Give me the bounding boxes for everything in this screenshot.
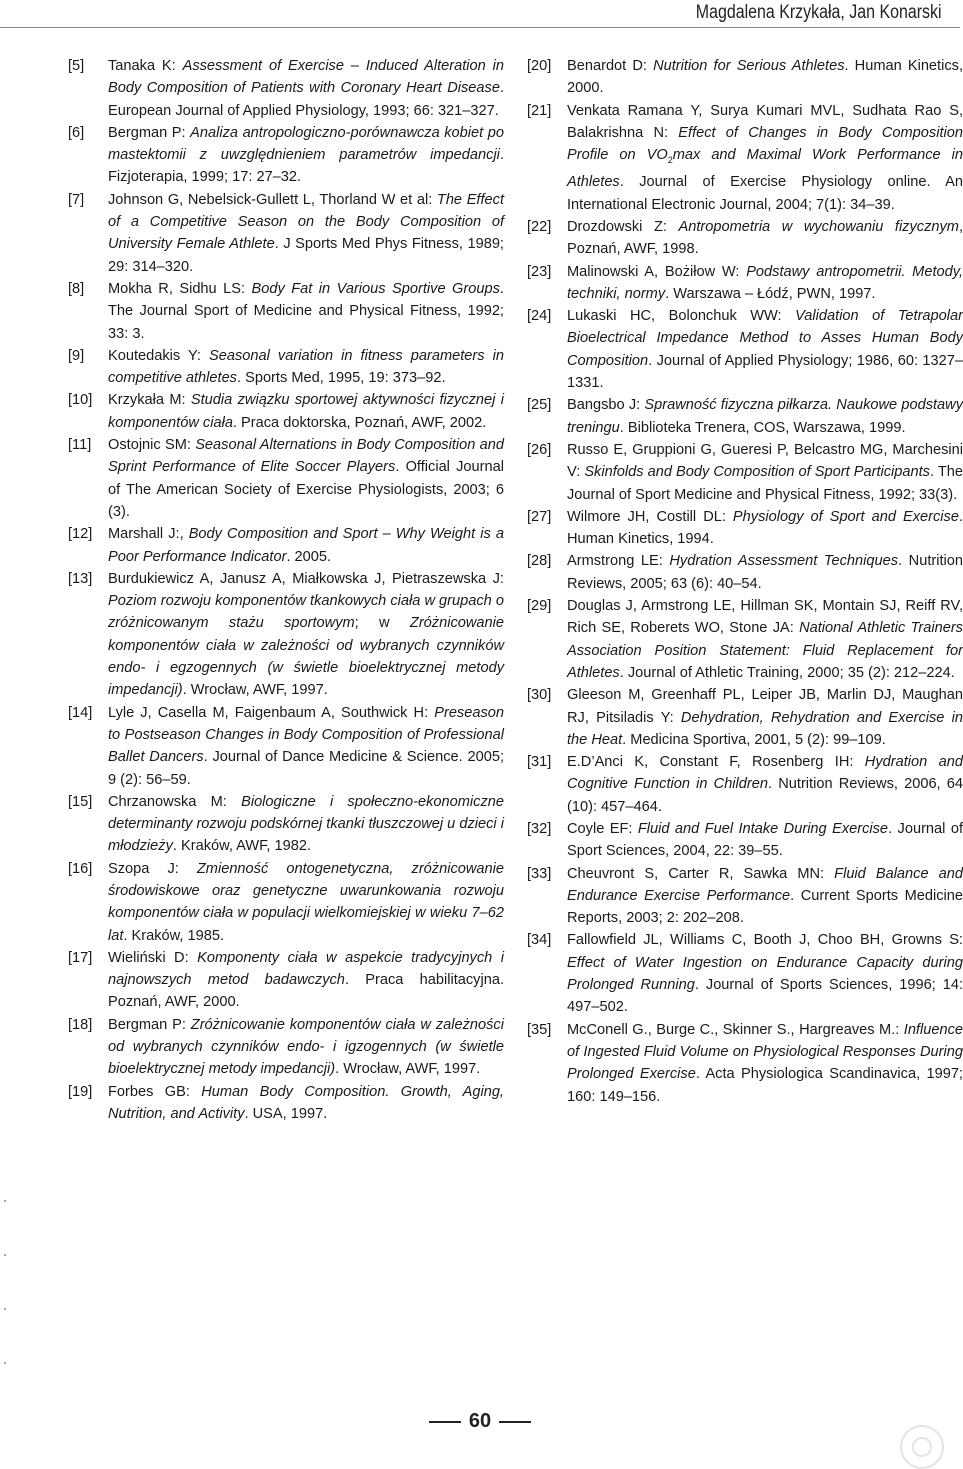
reference-text [108, 189, 504, 278]
reference-title: National Athletic Trainers Association Position Statement: Fluid Replacement for Athletes [567, 620, 963, 681]
reference-title: Hydration and Cognitive Function in Children [567, 754, 963, 793]
reference-title: Human Body Composition. Growth, Aging, Nutrition, and Activity [108, 1083, 504, 1122]
reference-title: Studia związku sportowej aktywności fizycznej i komponentów ciała [108, 392, 504, 431]
references-column-left [68, 55, 504, 1125]
reference-detail: . Wrocław, AWF, 1997. [335, 1061, 481, 1078]
reference-entry [68, 278, 504, 345]
reference-entry [527, 1019, 963, 1108]
reference-text [108, 791, 504, 858]
reference-number: [6] [68, 124, 85, 141]
edge-mark [4, 1362, 6, 1364]
reference-entry [527, 550, 963, 595]
reference-entry [68, 345, 504, 390]
reference-number: [34] [527, 932, 552, 949]
reference-title: Biologiczne i społeczno-ekonomiczne determinanty rozwoju podskórnej tkanki tłuszczowej u dzieci i młodzieży [108, 793, 504, 855]
reference-detail: . Fizjoterapia, 1999; 17: 27–32. [108, 147, 504, 186]
reference-detail: Krzykała M: [108, 392, 191, 409]
reference-entry [68, 791, 504, 858]
reference-detail: . The Journal Sport of Medicine and Physical Fitness, 1992; 33: 3. [108, 280, 504, 342]
reference-detail: . Human Kinetics, 2000. [567, 58, 963, 97]
reference-text [108, 858, 504, 947]
reference-entry [527, 305, 963, 394]
reference-title: Effect of Changes in Body Composition Profile on VO [567, 124, 963, 164]
reference-number: [10] [68, 392, 93, 409]
reference-detail: Forbes GB: [108, 1083, 202, 1100]
reference-text [567, 818, 963, 863]
reference-detail: . Nutrition Reviews, 2006, 64 (10): 457–464. [567, 776, 963, 815]
reference-title: The Effect of a Competitive Season on the Body Composition of University Female Athlete [108, 191, 505, 253]
reference-text [108, 568, 504, 702]
reference-text [567, 550, 963, 595]
reference-text [567, 216, 963, 261]
reference-text [567, 506, 963, 551]
reference-text [108, 523, 504, 568]
reference-detail: . Journal of Sport Sciences, 2004, 22: 39–55. [567, 821, 963, 860]
reference-title: Podstawy antropometrii. Metody, techniki, normy [567, 263, 963, 302]
reference-title: Komponenty ciała w aspekcie tradycyjnych i najnowszych metod badawczych [108, 949, 504, 989]
running-header [0, 0, 960, 32]
reference-number: [26] [527, 441, 552, 458]
reference-detail: . J Sports Med Phys Fitness, 1989; 29: 314–320. [108, 236, 504, 275]
reference-detail: Benardot D: [567, 58, 654, 74]
reference-entry [68, 1014, 504, 1081]
reference-detail: Bangsbo J: [567, 397, 645, 414]
reference-text [108, 55, 504, 122]
header-authors: Magdalena Krzykała, Jan Konarski [696, 2, 942, 23]
reference-title: Fluid and Fuel Intake During Exercise [637, 821, 889, 837]
reference-title: Hydration Assessment Techniques [669, 553, 899, 570]
reference-number: [28] [527, 553, 552, 570]
reference-detail: Gleeson M, Greenhaff PL, Leiper JB, Marlin DJ, Maughan RJ, Pitsiladis Y: [567, 687, 963, 726]
reference-detail: Burdukiewicz A, Janusz A, Miałkowska J, Pietraszewska J: [108, 570, 504, 587]
reference-detail: Szopa J: [108, 860, 197, 877]
reference-text [567, 394, 963, 439]
reference-entry [527, 863, 963, 930]
reference-text [108, 947, 504, 1014]
reference-title: Seasonal variation in fitness parameters in competitive athletes [108, 347, 504, 387]
reference-detail: Bergman P: [108, 1016, 191, 1033]
reference-detail: Wieliński D: [108, 949, 198, 966]
reference-detail: Ostojnic SM: [108, 437, 196, 454]
reference-number: [16] [68, 860, 93, 877]
reference-number: [17] [68, 949, 93, 966]
reference-number: [15] [68, 793, 93, 810]
reference-detail: . Medicina Sportiva, 2001, 5 (2): 99–109. [622, 731, 886, 748]
reference-number: [9] [68, 347, 85, 364]
reference-number: [18] [68, 1016, 93, 1033]
reference-detail: Lukaski HC, Bolonchuk WW: [567, 308, 796, 325]
reference-detail: . USA, 1997. [244, 1105, 328, 1122]
reference-title: max and Maximal Work Performance in Athletes [567, 147, 963, 191]
reference-detail: Coyle EF: [567, 821, 638, 837]
reference-number: [21] [527, 102, 552, 119]
reference-title: Body Composition and Sport – Why Weight is a Poor Performance Indicator [108, 526, 504, 565]
reference-number: [8] [68, 280, 85, 297]
reference-detail: Fallowfield JL, Williams C, Booth J, Choo BH, Growns S: [567, 932, 963, 949]
reference-detail: Cheuvront S, Carter R, Sawka MN: [567, 865, 835, 882]
reference-detail: . Acta Physiologica Scandinavica, 1997; 160: 149–156. [567, 1066, 963, 1105]
reference-text [567, 595, 963, 684]
reference-number: [5] [68, 58, 85, 74]
reference-detail: . Sports Med, 1995, 19: 373–92. [236, 370, 446, 387]
reference-title: Dehydration, Rehydration and Exercise in the Heat [567, 709, 963, 748]
reference-title: Effect of Water Ingestion on Endurance Capacity during Prolonged Running [567, 954, 963, 994]
reference-number: [31] [527, 754, 552, 771]
page-number-dash-left [429, 1421, 461, 1423]
reference-detail: . The Journal of Sport Medicine and Physical Fitness, 1992; 33(3). [567, 464, 963, 503]
reference-text [108, 345, 504, 390]
reference-detail: Johnson G, Nebelsick-Gullett L, Thorland W et al: [108, 191, 437, 208]
reference-text [567, 261, 963, 306]
reference-entry [527, 394, 963, 439]
reference-detail: . 2005. [286, 548, 332, 565]
reference-entry [527, 595, 963, 684]
reference-text [567, 100, 963, 216]
reference-detail: Douglas J, Armstrong LE, Hillman SK, Montain SJ, Reiff RV, Rich SE, Roberets WO, Stone JA: [567, 598, 963, 637]
reference-detail: . Praca doktorska, Poznań, AWF, 2002. [232, 414, 487, 431]
reference-text [567, 751, 963, 818]
page-number-footer [0, 1410, 960, 1433]
reference-entry [527, 439, 963, 506]
reference-text [108, 434, 504, 523]
reference-number: [29] [527, 598, 552, 615]
reference-text [108, 702, 504, 791]
reference-text [567, 305, 963, 394]
reference-text [567, 1019, 963, 1108]
reference-detail: . Wrocław, AWF, 1997. [182, 682, 328, 699]
reference-entry [68, 702, 504, 791]
reference-title: Influence of Ingested Fluid Volume on Physiological Responses During Prolonged Exercise [567, 1021, 963, 1083]
reference-entry [527, 751, 963, 818]
edge-mark [4, 1308, 6, 1310]
reference-entry [68, 55, 504, 122]
reference-title: Physiology of Sport and Exercise [732, 508, 959, 525]
reference-detail: . Current Sports Medicine Reports, 2003; 2: 202–208. [567, 887, 963, 927]
reference-detail: Chrzanowska M: [108, 793, 242, 810]
reference-detail: . Nutrition Reviews, 2005; 63 (6): 40–54. [567, 553, 963, 592]
reference-entry [527, 216, 963, 261]
reference-number: [19] [68, 1083, 93, 1100]
reference-title: Analiza antropologiczno-porównawcza kobiet po mastektomii z uwzględnieniem parametrów impedancji [108, 124, 504, 164]
reference-title: Zróżnicowanie komponentów ciała w zależności od wybranych czynników endo- i igzogennych (w świetle bioelektrycznej metody impedancji) [108, 1016, 504, 1078]
reference-entry [527, 684, 963, 751]
reference-title: Preseason to Postseason Changes in Body Composition of Professional Ballet Dancers [108, 704, 504, 766]
reference-title: Skinfolds and Body Composition of Sport Participants [584, 464, 930, 481]
reference-number: [7] [68, 191, 85, 208]
reference-entry [68, 947, 504, 1014]
reference-entry [68, 189, 504, 278]
reference-number: [11] [68, 437, 92, 454]
reference-detail: Marshall J:, [108, 526, 189, 543]
reference-text [567, 929, 963, 1018]
reference-detail: . Kraków, AWF, 1982. [172, 838, 312, 855]
reference-title: Sprawność fizyczna piłkarza. Naukowe podstawy treningu [567, 397, 963, 436]
reference-detail: Venkata Ramana Y, Surya Kumari MVL, Sudhata Rao S, Balakrishna N: [567, 102, 963, 141]
reference-detail: . Journal of Dance Medicine & Science. 2005; 9 (2): 56–59. [108, 749, 505, 788]
reference-text [567, 55, 963, 100]
page-number-dash-right [499, 1421, 531, 1423]
header-rule [0, 27, 960, 28]
reference-entry [68, 1081, 504, 1126]
reference-detail: Tanaka K: [108, 58, 183, 74]
reference-number: [33] [527, 865, 552, 882]
reference-detail: . Human Kinetics, 1994. [567, 508, 963, 548]
reference-text [567, 439, 963, 506]
reference-entry [68, 434, 504, 523]
page-number: 60 [468, 1410, 492, 1432]
reference-title: Poziom rozwoju komponentów tkankowych ciała w grupach o zróżnicowanym stażu sportowym [108, 593, 504, 632]
reference-number: [35] [527, 1021, 552, 1038]
reference-entry [527, 261, 963, 306]
reference-title: Body Fat in Various Sportive Groups [251, 280, 500, 297]
reference-entry [68, 389, 504, 434]
reference-text [108, 122, 504, 189]
reference-detail: . European Journal of Applied Physiology, 1993; 66: 321–327. [108, 80, 504, 119]
reference-title: Seasonal Alternations in Body Composition and Sprint Performance of Elite Soccer Players [108, 437, 504, 476]
reference-detail: Russo E, Gruppioni G, Gueresi P, Belcastro MG, Marchesini V: [567, 441, 963, 481]
reference-detail: . Journal of Applied Physiology; 1986, 60: 1327–1331. [567, 352, 963, 392]
reference-entry [527, 100, 963, 216]
reference-title: Antropometria w wychowaniu fizycznym [678, 218, 959, 235]
reference-text [108, 389, 504, 434]
reference-detail: . Warszawa – Łódź, PWN, 1997. [665, 285, 876, 302]
reference-text [108, 1014, 504, 1081]
reference-number: [12] [68, 526, 93, 543]
watermark-logo-icon [900, 1425, 944, 1469]
reference-number: [14] [68, 704, 93, 721]
reference-number: [32] [527, 821, 552, 837]
reference-entry [527, 818, 963, 863]
reference-subscript: 2 [667, 155, 673, 166]
reference-detail: , Poznań, AWF, 1998. [567, 218, 963, 258]
reference-title: Zmienność ontogenetyczna, zróżnicowanie środowiskowe oraz genetyczne uwarunkowania rozwoju komponentów ciała w populacji wielkomiejskiej w wieku 7–62 lat [108, 860, 504, 944]
reference-title: Assessment of Exercise – Induced Alteration in Body Composition of Patients with Coronary Heart Disease [108, 58, 504, 97]
reference-number: [23] [527, 263, 552, 280]
reference-number: [22] [527, 218, 552, 235]
reference-detail: E.D’Anci K, Constant F, Rosenberg IH: [567, 754, 865, 771]
reference-detail: Wilmore JH, Costill DL: [567, 508, 733, 525]
reference-entry [527, 55, 963, 100]
reference-detail: Malinowski A, Bożiłow W: [567, 263, 747, 280]
reference-detail: Lyle J, Casella M, Faigenbaum A, Southwick H: [108, 704, 435, 721]
reference-text [108, 278, 504, 345]
reference-text [567, 863, 963, 930]
reference-entry [527, 929, 963, 1018]
reference-detail: . Kraków, 1985. [123, 927, 225, 944]
reference-detail: Bergman P: [108, 124, 191, 141]
reference-number: [27] [527, 508, 552, 525]
reference-detail: . Praca habilitacyjna. Poznań, AWF, 2000. [108, 972, 504, 1011]
reference-text [567, 684, 963, 751]
reference-detail: Koutedakis Y: [108, 347, 210, 364]
reference-title: Validation of Tetrapolar Bioelectrical Impedance Method to Asses Human Body Composition [567, 308, 963, 369]
reference-title: Fluid Balance and Endurance Exercise Performance [567, 865, 963, 904]
reference-text [108, 1081, 504, 1126]
edge-mark [4, 1200, 6, 1202]
reference-title: Nutrition for Serious Athletes [653, 58, 845, 74]
reference-title: Zróżnicowanie komponentów ciała w zależności od wybranych czynników endo- i egzogennych (w świetle bioelektrycznej metody impedancji) [108, 615, 504, 699]
reference-number: [25] [527, 397, 552, 414]
edge-mark [4, 1254, 6, 1256]
reference-detail: McConell G., Burge C., Skinner S., Hargreaves M.: [567, 1021, 904, 1038]
reference-number: [20] [527, 58, 552, 74]
reference-number: [24] [527, 308, 552, 325]
reference-detail: . Journal of Exercise Physiology online. An International Electronic Journal, 2004; 7(1): 34–39. [567, 174, 963, 213]
reference-detail: . Journal of Athletic Training, 2000; 35 (2): 212–224. [619, 664, 955, 681]
reference-number: [30] [527, 687, 552, 704]
reference-entry [68, 122, 504, 189]
reference-entry [68, 523, 504, 568]
reference-detail: Drozdowski Z: [567, 218, 679, 235]
reference-detail: Armstrong LE: [567, 553, 670, 570]
reference-detail: . Biblioteka Trenera, COS, Warszawa, 1999. [619, 419, 906, 436]
reference-entry [68, 568, 504, 702]
reference-detail: . Official Journal of The American Society of Exercise Physiologists, 2003; 6 (3). [108, 459, 504, 520]
reference-detail: Mokha R, Sidhu LS: [108, 280, 252, 297]
reference-entry [68, 858, 504, 947]
reference-entry [527, 506, 963, 551]
edge-marks [4, 1200, 7, 1416]
references-column-right [527, 55, 963, 1108]
reference-detail: . Journal of Sports Sciences, 1996; 14: 497–502. [567, 977, 963, 1016]
reference-number: [13] [68, 570, 93, 587]
reference-detail: ; w [354, 615, 410, 632]
